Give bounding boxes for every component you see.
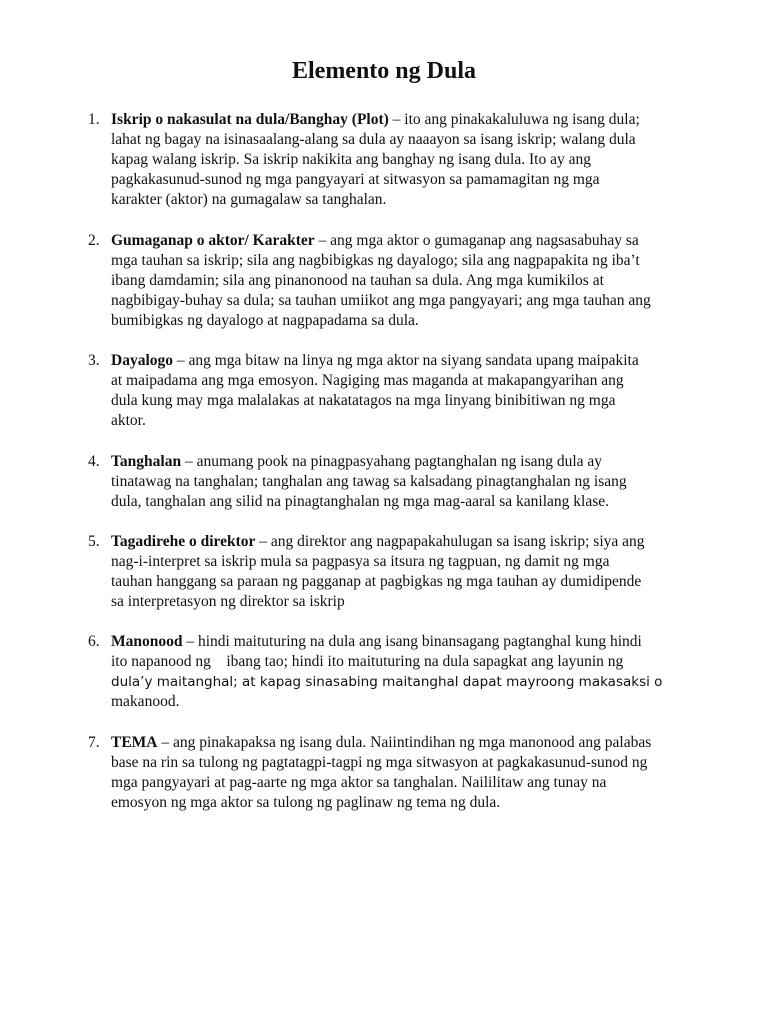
item-text: ibang damdamin; sila ang pinanonood na tauhan sa dula. Ang mga kumikilos at [111, 272, 604, 289]
item-text: emosyon ng mga aktor sa tulong ng paglinaw ng tema ng dula. [111, 794, 501, 811]
item-first-line [111, 452, 718, 472]
item-first-line [111, 110, 718, 130]
item-number: 5. [88, 533, 100, 550]
item-text: dula, tanghalan ang silid na pinagtanghalan ng mga mag-aaral sa kanilang klase. [111, 493, 609, 510]
item-text: – ang direktor ang nagpapakahulugan sa isang iskrip; siya ang [255, 533, 645, 550]
item-body [111, 733, 718, 813]
item-term: Gumaganap o aktor/ Karakter [111, 232, 315, 249]
item-text: aktor. [111, 412, 146, 429]
item-text: pagkakasunud-sunod ng mga pangyayari at sitwasyon sa pamamagitan ng mga [111, 171, 600, 188]
item-first-line [111, 351, 718, 371]
list-item-dayalogo [90, 351, 718, 431]
item-text: dula kung may mga malalakas at nakatatagos na mga linyang binibitiwan ng mga [111, 392, 616, 409]
item-text: mga pangyayari at pag-aarte ng mga aktor sa tanghalan. Naililitaw ang tunay na [111, 774, 607, 791]
list-item-gumaganap [90, 231, 718, 331]
item-number: 2. [88, 232, 100, 249]
item-text: at maipadama ang mga emosyon. Nagiging mas maganda at makapangyarihan ang [111, 372, 624, 389]
item-term: Dayalogo [111, 352, 173, 369]
item-text: nag-i-interpret sa iskrip mula sa pagpasya sa itsura ng tagpuan, ng damit ng mga [111, 553, 610, 570]
item-text: lahat ng bagay na isinasaalang-alang sa dula ay naaayon sa isang iskrip; walang dula [111, 131, 636, 148]
page-title: Elemento ng Dula [291, 58, 476, 84]
item-number: 1. [88, 111, 100, 128]
item-body [111, 231, 718, 331]
item-term: Tagadirehe o direktor [111, 533, 256, 550]
item-text: karakter (aktor) na gumagalaw sa tanghalan. [111, 191, 387, 208]
list-item-iskrip [90, 110, 718, 210]
item-body [111, 110, 718, 210]
item-text: dula’y maitanghal; at kapag sinasabing maitanghal dapat mayroong makasaksi o [111, 674, 663, 690]
item-first-line [111, 532, 718, 552]
item-text: – anumang pook na pinagpasyahang pagtanghalan ng isang dula ay [181, 453, 603, 470]
item-text: ito napanood ng ibang tao; hindi ito maituturing na dula sapagkat ang layunin ng [111, 653, 624, 670]
item-text: bumibigkas ng dayalogo at nagpapadama sa dula. [111, 312, 419, 329]
item-text: mga tauhan sa iskrip; sila ang nagbibigkas ng dayalogo; sila ang nagpapakita ng iba’t [111, 252, 640, 269]
item-first-line [111, 632, 718, 652]
item-body [111, 452, 718, 512]
item-term: Manonood [111, 633, 183, 650]
item-body [111, 351, 718, 431]
list-item-tagadirehe [90, 532, 718, 612]
item-term: Iskrip o nakasulat na dula/Banghay (Plot) [111, 111, 389, 128]
item-text: – ang mga bitaw na linya ng mga aktor na siyang sandata upang maipakita [173, 352, 639, 369]
item-term: Tanghalan [111, 453, 182, 470]
item-first-line [111, 231, 718, 251]
item-text: – hindi maituturing na dula ang isang binansagang pagtanghal kung hindi [182, 633, 642, 650]
item-number: 4. [88, 453, 100, 470]
list-item-manonood [90, 632, 718, 712]
item-term: TEMA [111, 734, 158, 751]
item-text: tauhan hanggang sa paraan ng pagganap at pagbigkas ng mga tauhan ay dumidipende [111, 573, 642, 590]
item-body [111, 532, 718, 612]
item-text: kapag walang iskrip. Sa iskrip nakikita ang banghay ng isang dula. Ito ay ang [111, 151, 591, 168]
item-text: nagbibigay-buhay sa dula; sa tauhan umiikot ang mga pangyayari; ang mga tauhan ang [111, 292, 651, 309]
item-text: base na rin sa tulong ng pagtatagpi-tagpi ng mga sitwasyon at pagkakasunud-sunod ng [111, 754, 648, 771]
item-text: sa interpretasyon ng direktor sa iskrip [111, 593, 345, 610]
item-text: tinatawag na tanghalan; tanghalan ang tawag sa kalsadang pinagtanghalan ng isang [111, 473, 627, 490]
item-body [111, 632, 718, 712]
item-text: makanood. [111, 693, 180, 710]
item-number: 3. [88, 352, 100, 369]
item-text: – ito ang pinakakaluluwa ng isang dula; [388, 111, 640, 128]
list-item-tema [90, 733, 718, 813]
item-text: – ang mga aktor o gumaganap ang nagsasabuhay sa [314, 232, 639, 249]
item-number: 7. [88, 734, 100, 751]
item-first-line [111, 733, 718, 753]
item-number: 6. [88, 633, 100, 650]
item-text: – ang pinakapaksa ng isang dula. Naiintindihan ng mga manonood ang palabas [157, 734, 652, 751]
list-item-tanghalan [90, 452, 718, 512]
